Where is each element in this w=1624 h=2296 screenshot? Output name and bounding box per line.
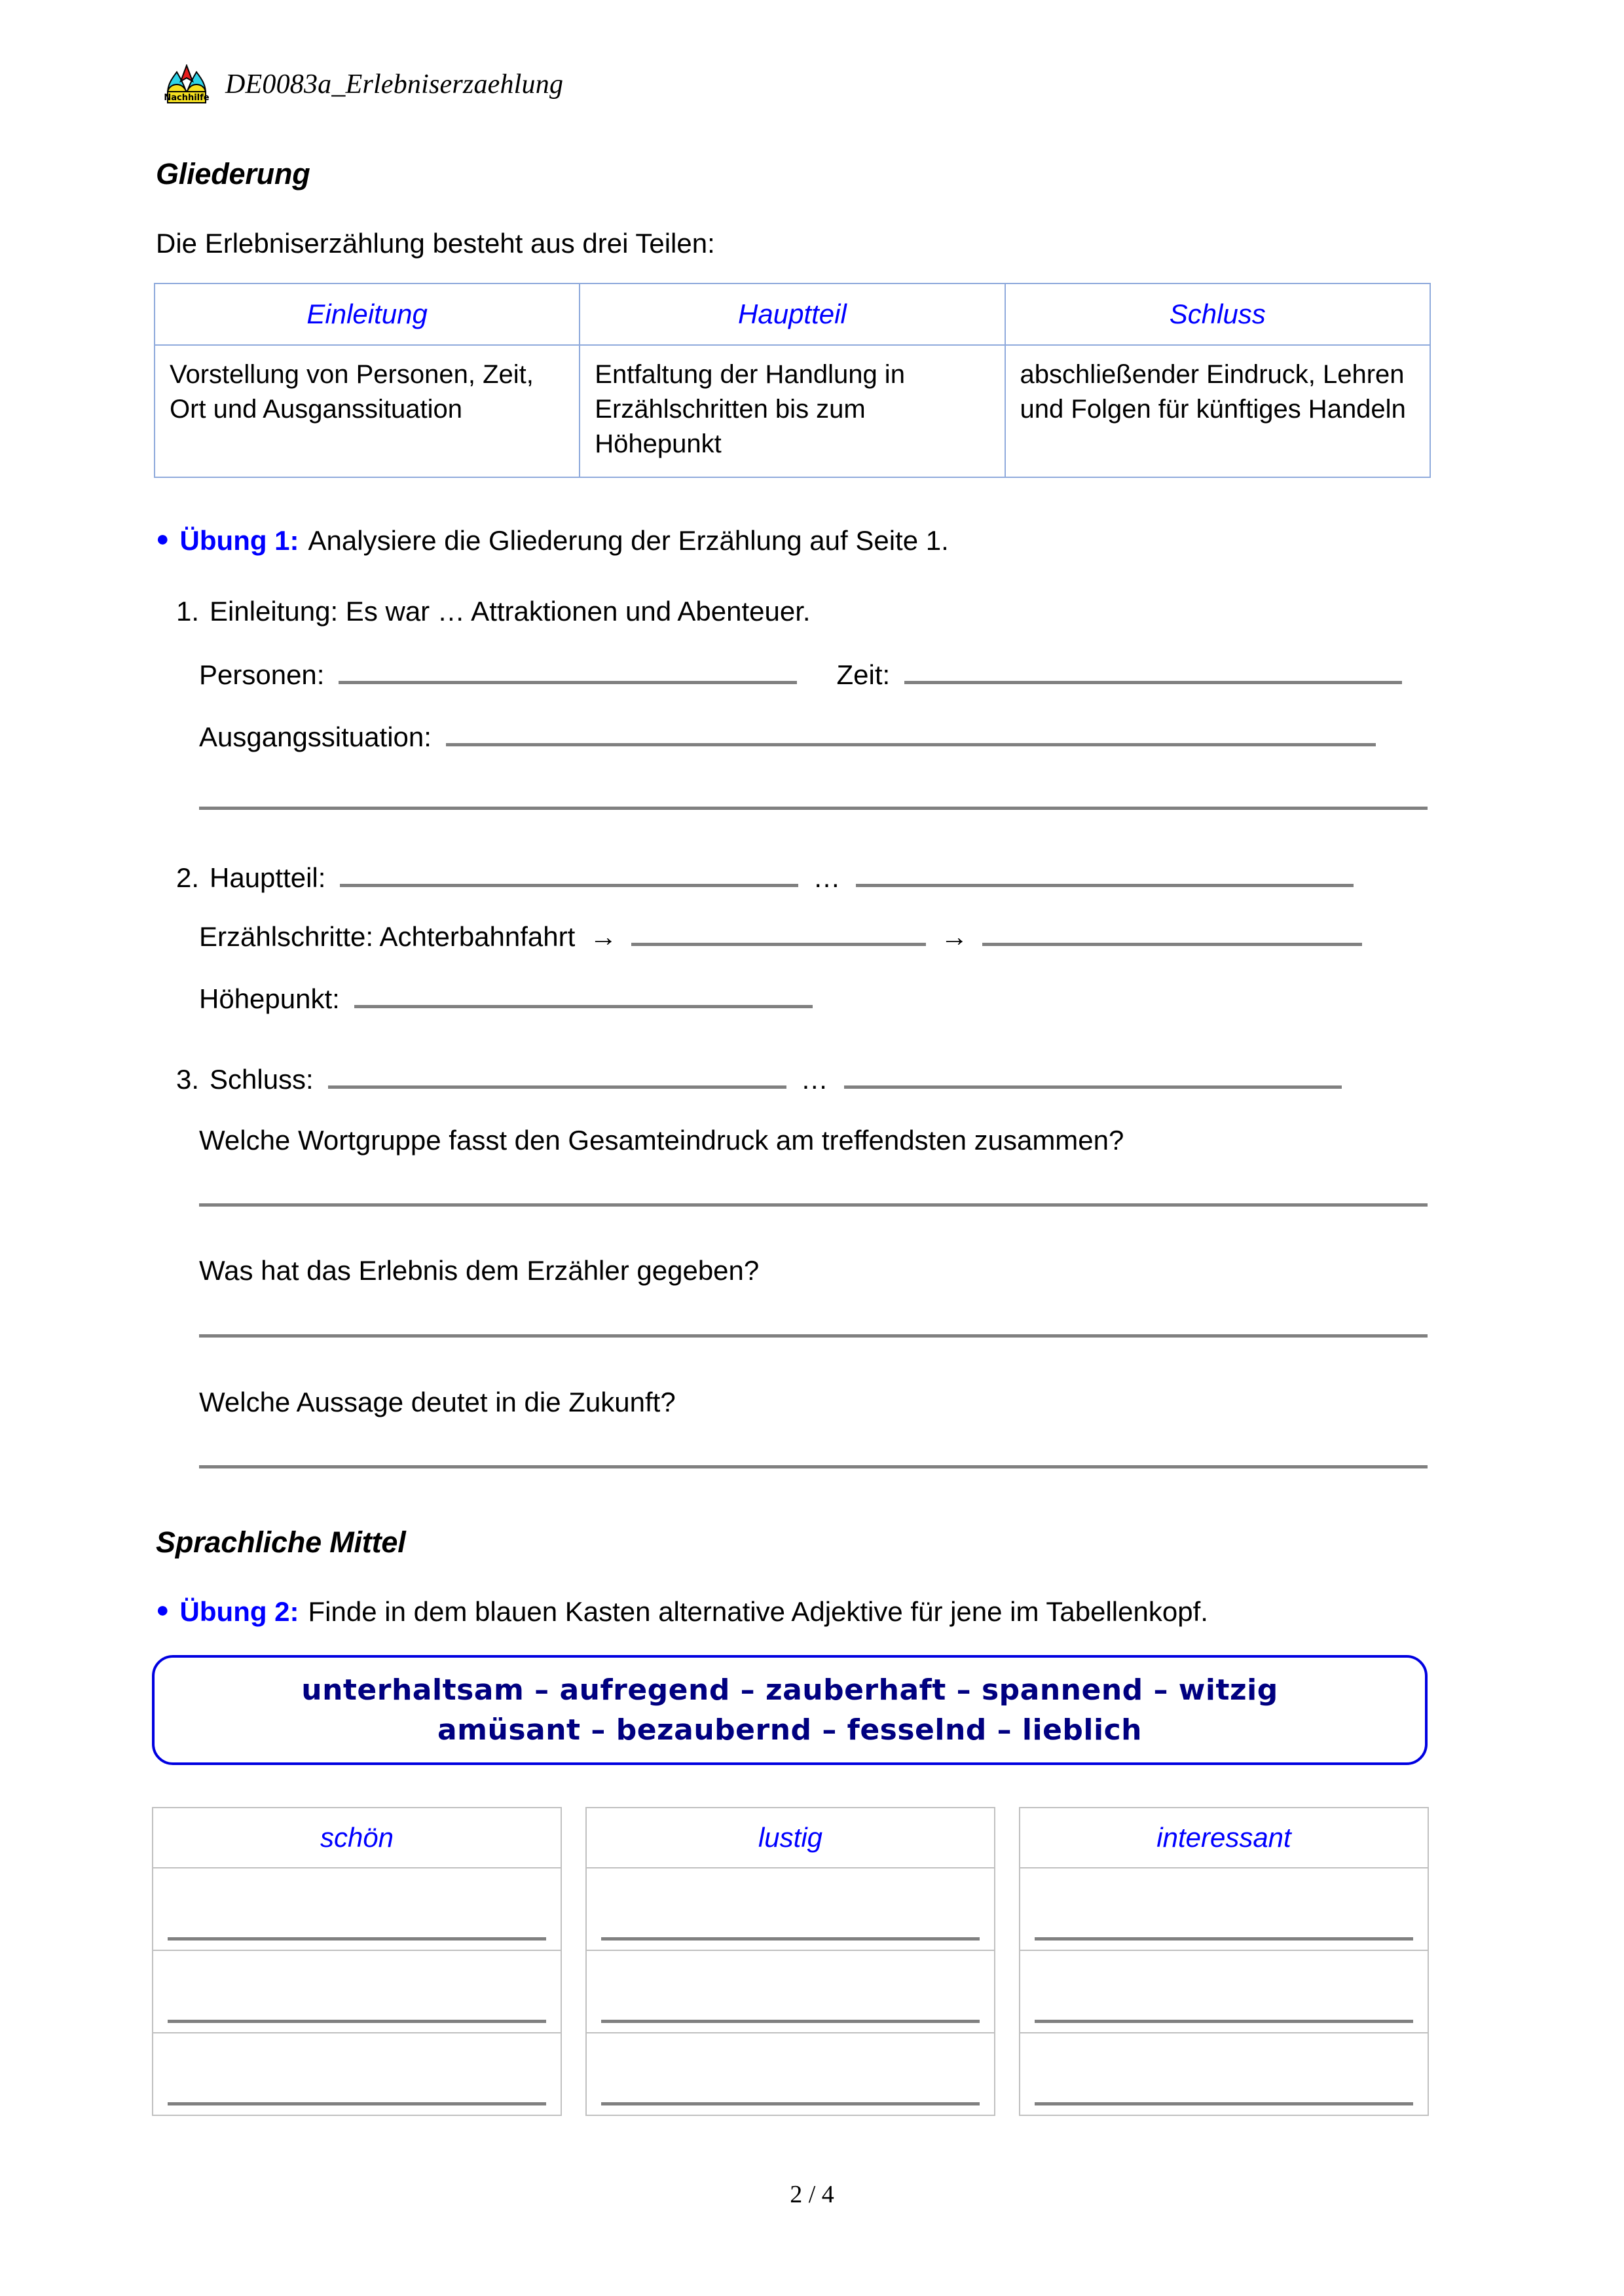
table-row — [155, 345, 1430, 477]
table-header-hauptteil — [580, 283, 1005, 345]
answer-input-line[interactable] — [601, 1937, 980, 1941]
answer-cell[interactable] — [586, 1950, 995, 2033]
word-box-line-2: amüsant – bezaubernd – fesselnd – lieblich — [437, 1713, 1142, 1747]
page-number: 2 / 4 — [790, 2181, 834, 2208]
heading-sprachliche-mittel: Sprachliche Mittel — [156, 1525, 406, 1559]
input-erzaehlschritt-2[interactable] — [631, 917, 926, 946]
table-header-label: Einleitung — [306, 299, 428, 329]
nachhilfe-logo-icon — [162, 64, 211, 105]
table-row — [586, 1868, 995, 1950]
input-question-1[interactable] — [199, 1203, 1428, 1207]
table-row — [1020, 2033, 1428, 2115]
list-item-3 — [162, 1059, 1342, 1095]
gliederung-table — [154, 283, 1431, 478]
intro-text: Die Erlebniserzählung besteht aus drei Teilen: — [156, 228, 715, 259]
table-header-row — [1020, 1808, 1428, 1868]
list-marker: 3. — [175, 1064, 199, 1095]
answer-cell[interactable] — [153, 1950, 561, 2033]
input-zeit[interactable] — [904, 655, 1402, 684]
label-personen: Personen: — [199, 659, 325, 690]
arrow-icon: → — [589, 922, 618, 953]
exercise-1-label: Übung 1: — [179, 525, 299, 556]
label-zeit: Zeit: — [836, 659, 891, 690]
table-row — [1020, 1950, 1428, 2033]
answer-cell[interactable] — [153, 1868, 561, 1950]
input-personen[interactable] — [339, 655, 797, 684]
table-header-row — [586, 1808, 995, 1868]
answer-input-line[interactable] — [1035, 2102, 1413, 2105]
table-row — [153, 1950, 561, 2033]
exercise-1 — [156, 525, 949, 556]
adjective-answer-tables — [152, 1807, 1429, 2116]
exercise-2-text: Finde in dem blauen Kasten alternative Adjektive für jene im Tabellenkopf. — [308, 1596, 1208, 1627]
field-ausgangssituation-row — [199, 717, 1376, 753]
label-erzaehlschritte: Erzählschritte: Achterbahnfahrt — [199, 921, 576, 952]
exercise-1-text: Analysiere die Gliederung der Erzählung auf Seite 1. — [308, 525, 949, 556]
arrow-icon: → — [940, 922, 969, 953]
table-cell-hauptteil: Entfaltung der Handlung in Erzählschritten bis zum Höhepunkt — [580, 345, 1005, 477]
answer-cell[interactable] — [1020, 1868, 1428, 1950]
answer-cell[interactable] — [1020, 1950, 1428, 2033]
heading-gliederung: Gliederung — [156, 157, 310, 191]
label-ausgangssituation: Ausgangssituation: — [199, 721, 432, 752]
answer-input-line[interactable] — [1035, 2020, 1413, 2023]
field-erzaehlschritte-row — [199, 917, 1362, 953]
label-hoehepunkt: Höhepunkt: — [199, 983, 340, 1014]
answer-table-header-lustig — [586, 1808, 995, 1868]
input-ausgangssituation[interactable] — [446, 717, 1376, 746]
table-row — [586, 1950, 995, 2033]
column-header-label: lustig — [758, 1822, 823, 1853]
field-personen-row — [199, 655, 1402, 691]
table-header-schluss — [1005, 283, 1430, 345]
ellipsis-text: … — [800, 1064, 830, 1095]
field-hoehepunkt-row — [199, 979, 813, 1015]
answer-table-header-interessant — [1020, 1808, 1428, 1868]
list-item-1-text: Einleitung: Es war … Attraktionen und Abenteuer. — [210, 596, 811, 627]
list-marker: 2. — [175, 862, 199, 893]
input-hauptteil-b[interactable] — [856, 858, 1354, 887]
document-code: DE0083a_Erlebniserzaehlung — [225, 69, 564, 100]
answer-cell[interactable] — [1020, 2033, 1428, 2115]
table-row — [1020, 1868, 1428, 1950]
exercise-2 — [156, 1596, 1208, 1628]
table-header-label: Hauptteil — [738, 299, 847, 329]
list-item-2 — [162, 858, 1354, 894]
table-header-einleitung — [155, 283, 580, 345]
input-question-2[interactable] — [199, 1334, 1428, 1338]
table-cell-einleitung: Vorstellung von Personen, Zeit, Ort und Ausganssituation — [155, 345, 580, 477]
input-schluss-a[interactable] — [328, 1059, 786, 1089]
word-box-line-1: unterhaltsam – aufregend – zauberhaft – spannend – witzig — [301, 1673, 1278, 1707]
input-question-3[interactable] — [199, 1465, 1428, 1468]
answer-input-line[interactable] — [168, 2020, 546, 2023]
table-header-row — [153, 1808, 561, 1868]
answer-input-line[interactable] — [601, 2020, 980, 2023]
table-row — [153, 2033, 561, 2115]
column-header-label: interessant — [1156, 1822, 1291, 1853]
question-3: Welche Aussage deutet in die Zukunft? — [199, 1387, 676, 1417]
input-erzaehlschritt-3[interactable] — [982, 917, 1362, 946]
column-header-label: schön — [320, 1822, 394, 1853]
answer-cell[interactable] — [586, 2033, 995, 2115]
answer-input-line[interactable] — [168, 2102, 546, 2105]
ellipsis-text: … — [813, 862, 842, 893]
question-1: Welche Wortgruppe fasst den Gesamteindruck am treffendsten zusammen? — [199, 1125, 1124, 1156]
answer-cell[interactable] — [586, 1868, 995, 1950]
question-2: Was hat das Erlebnis dem Erzähler gegeben? — [199, 1255, 760, 1286]
svg-text:Nachhilfe: Nachhilfe — [164, 93, 210, 103]
list-item-1 — [162, 596, 811, 627]
input-hauptteil-a[interactable] — [340, 858, 798, 887]
answer-cell[interactable] — [153, 2033, 561, 2115]
table-row — [153, 1868, 561, 1950]
bullet-icon: ● — [156, 1597, 170, 1622]
bullet-icon: ● — [156, 526, 170, 551]
exercise-2-label: Übung 2: — [179, 1596, 299, 1627]
answer-input-line[interactable] — [1035, 1937, 1413, 1941]
table-row — [586, 2033, 995, 2115]
list-item-3-text: Schluss: — [210, 1064, 314, 1095]
adjective-word-box — [152, 1655, 1428, 1765]
list-marker: 1. — [175, 596, 199, 627]
list-item-2-text: Hauptteil: — [210, 862, 326, 893]
table-cell-schluss: abschließender Eindruck, Lehren und Folgen für künftiges Handeln — [1005, 345, 1430, 477]
answer-table-header-schoen — [153, 1808, 561, 1868]
answer-table-schoen — [152, 1807, 562, 2116]
input-schluss-b[interactable] — [844, 1059, 1342, 1089]
table-header-label: Schluss — [1169, 299, 1266, 329]
answer-table-lustig — [585, 1807, 995, 2116]
page-header — [162, 64, 563, 105]
input-ausgangssituation-line2[interactable] — [199, 807, 1428, 810]
answer-input-line[interactable] — [168, 1937, 546, 1941]
input-hoehepunkt[interactable] — [354, 979, 813, 1008]
table-header-row — [155, 283, 1430, 345]
answer-table-interessant — [1019, 1807, 1429, 2116]
answer-input-line[interactable] — [601, 2102, 980, 2105]
